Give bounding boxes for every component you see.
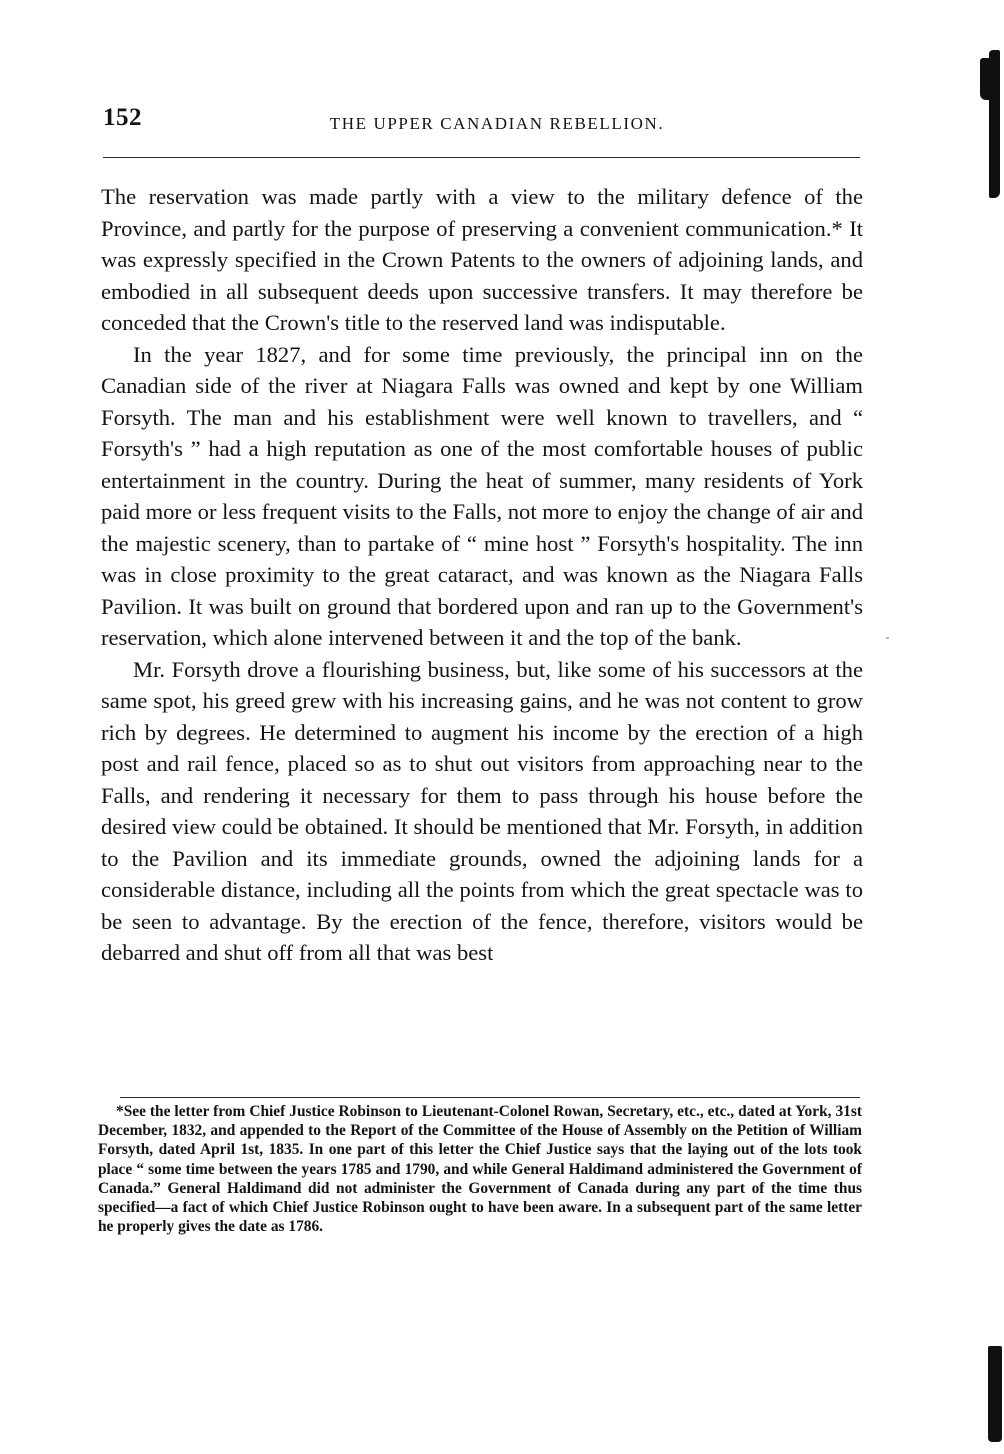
paper-speck: [886, 637, 889, 639]
page-edge-shadow-top: [989, 50, 1000, 198]
footnote-rule: [120, 1097, 860, 1098]
paragraph-fence: Mr. Forsyth drove a flourishing business, but, like some of his successors at the same spot, his greed grew with his increasing gains, and he was not content to grow rich by degrees. He determined to augment his income by the erection of a high post and rail fence, placed so as to shut out visitors from approaching near to the Falls, and rendering it necessary for them to pass through his house before the desired view could be obtained. It should be mentioned that Mr. Forsyth, in addition to the Pavilion and its immediate grounds, owned the adjoining lands for a considerable distance, including all the points from which the great spectacle was to be seen to advantage. By the erection of the fence, therefore, visitors would be debarred and shut off from all that was best: [101, 656, 863, 965]
page-edge-shadow-notch: [980, 58, 990, 100]
page-edge-shadow-bottom: [988, 1346, 1002, 1442]
footnote: [98, 1102, 862, 1236]
footnote-marker: *: [116, 1103, 124, 1120]
body-text: [101, 181, 863, 969]
running-title: THE UPPER CANADIAN REBELLION.: [329, 114, 665, 133]
paragraph-reservation: The reservation was made partly with a view to the military defence of the Province, and partly for the purpose of preserving a convenient communication.* It was expressly specified in the Crown Patents to the owners of adjoining lands, and embodied in all subsequent deeds upon successive transfers. It may therefore be conceded that the Crown's title to the reserved land was indisputable.: [101, 184, 863, 335]
footnote-text: See the letter from Chief Justice Robinson to Lieutenant-Colonel Rowan, Secretary, etc., etc., dated at York, 31st December, 1832, and appended to the Report of the Committee of the House of Assembly on the Petition of William Forsyth, dated April 1st, 1835. In one part of this letter the Chief Justice says that the laying out of the lots took place “ some time between the years 1785 and 1790, and while General Haldimand administered the Government of Canada.” General Haldimand did not administer the Government of Canada during any part of the time thus specified—a fact of which Chief Justice Robinson ought to have been aware. In a subsequent part of the same letter he properly gives the date as 1786.: [98, 1103, 862, 1236]
page-number: 152: [103, 104, 142, 131]
paragraph-forsyth-inn: In the year 1827, and for some time previously, the principal inn on the Canadian side of the river at Niagara Falls was owned and kept by one William Forsyth. The man and his establishment were well known to travellers, and “ Forsyth's ” had a high reputation as one of the most comfortable houses of public entertainment in the country. During the heat of summer, many residents of York paid more or less frequent visits to the Falls, not more to enjoy the change of air and the majestic scenery, than to partake of “ mine host ” Forsyth's hospitality. The inn was in close proximity to the great cataract, and was known as the Niagara Falls Pavilion. It was built on ground that bordered upon and ran up to the Government's reservation, which alone intervened between it and the top of the bank.: [101, 341, 863, 650]
header-rule: [103, 157, 860, 158]
